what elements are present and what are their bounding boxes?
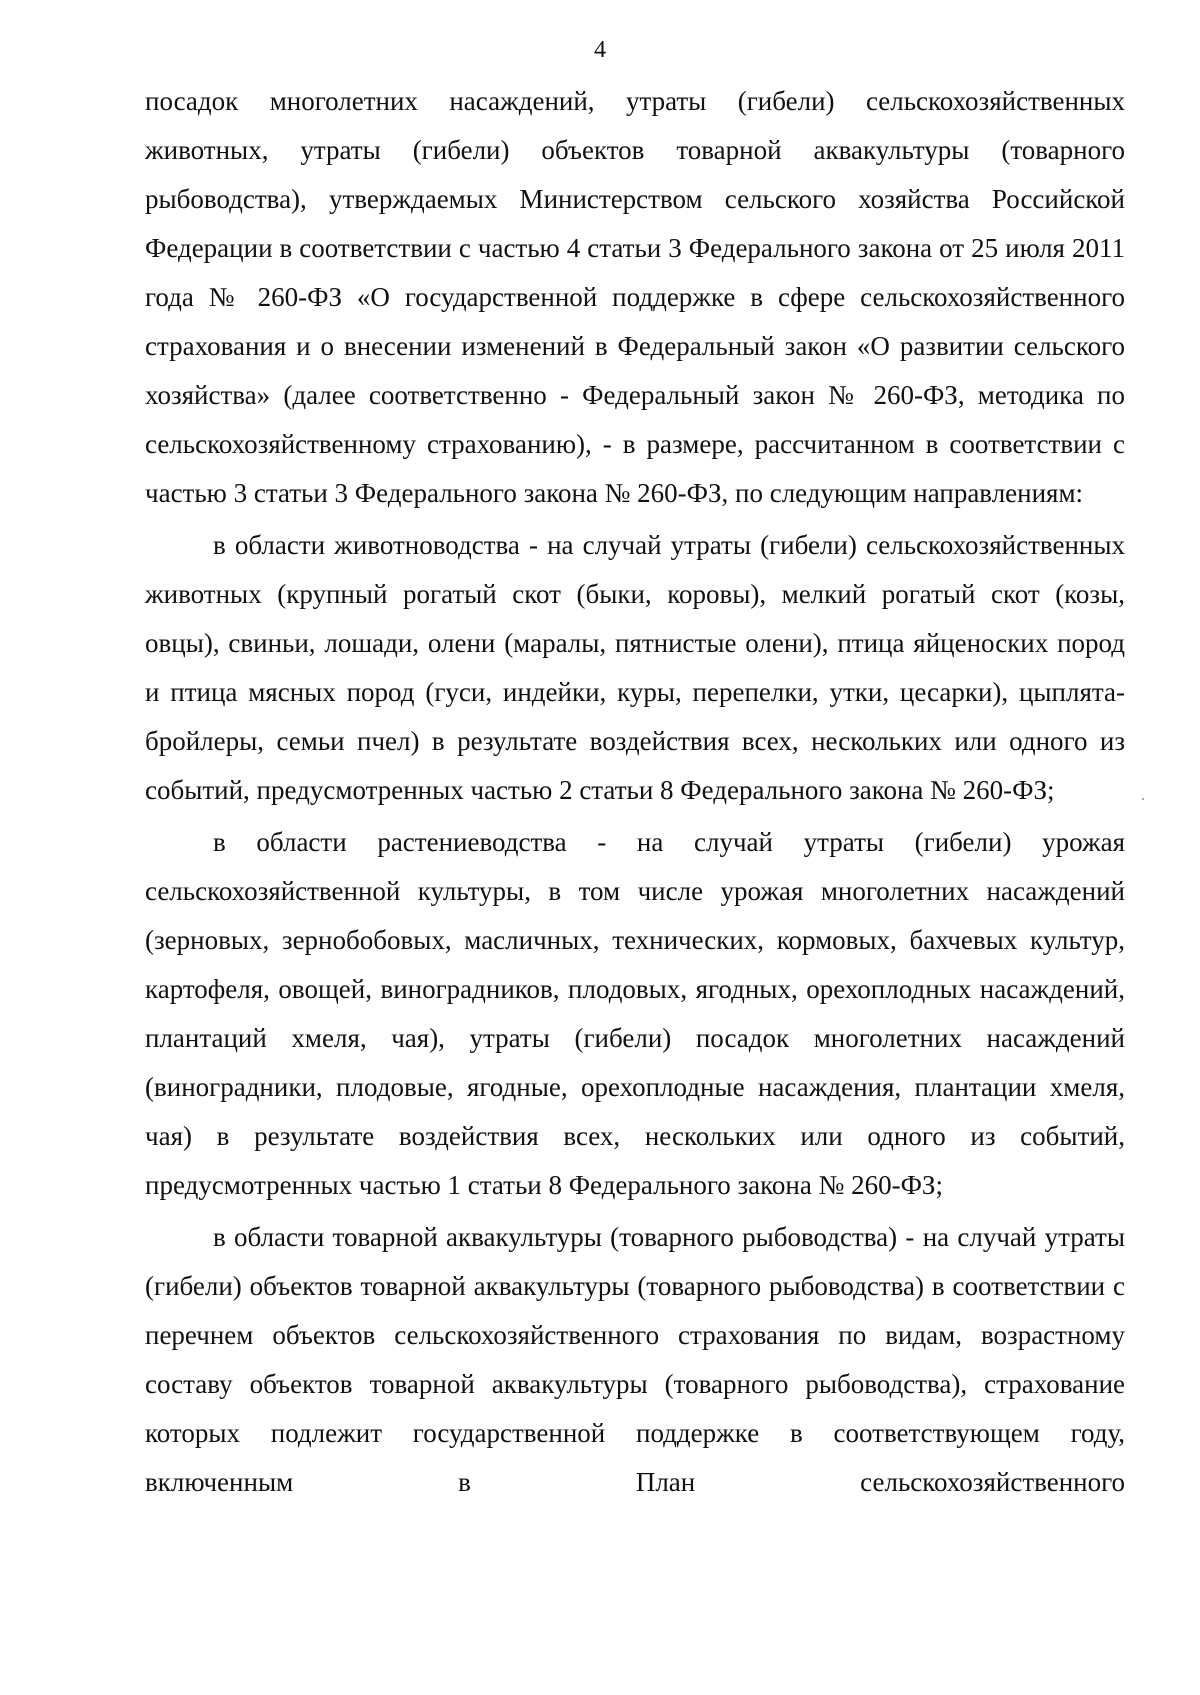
paragraph-continuation: посадок многолетних насаждений, утраты (гибели) сельскохозяйственных животных, утраты (гибели) объектов товарной аквакультуры (товарного рыбоводства), утверждаемых Министерством сельского хозяйства Российской Федерации в соответствии с частью 4 статьи 3 Федерального закона от 25 июля 2011 года № 260-ФЗ «О государственной поддержке в сфере сельскохозяйственного страхования и о внесении изменений в Федеральный закон «О развитии сельского хозяйства» (далее соответственно - Федеральный закон № 260-ФЗ, методика по сельскохозяйственному страхованию), - в размере, рассчитанном в соответствии с частью 3 статьи 3 Федерального закона № 260-ФЗ, по следующим направлениям: — [145, 86, 1125, 508]
document-body — [145, 77, 1125, 1510]
scan-artifact-dot — [1142, 798, 1144, 800]
paragraph-crop-production: в области растениеводства - на случай утраты (гибели) урожая сельскохозяйственной культуры, в том числе урожая многолетних насаждений (зерновых, зернобобовых, масличных, технических, кормовых, бахчевых культур, картофеля, овощей, виноградников, плодовых, ягодных, орехоплодных насаждений, плантаций хмеля, чая), утраты (гибели) посадок многолетних насаждений (виноградники, плодовые, ягодные, орехоплодные насаждения, плантации хмеля, чая) в результате воздействия всех, нескольких или одного из событий, предусмотренных частью 1 статьи 8 Федерального закона № 260-ФЗ; — [145, 827, 1125, 1200]
page-number: 4 — [594, 37, 606, 63]
paragraph-aquaculture: в области товарной аквакультуры (товарного рыбоводства) - на случай утраты (гибели) объектов товарной аквакультуры (товарного рыбоводства) в соответствии с перечнем объектов сельскохозяйственного страхования по видам, возрастному составу объектов товарной аквакультуры (товарного рыбоводства), страхование которых подлежит государственной поддержке в соответствующем году, включенным в План сельскохозяйственного — [145, 1222, 1125, 1497]
paragraph-livestock: в области животноводства - на случай утраты (гибели) сельскохозяйственных животных (крупный рогатый скот (быки, коровы), мелкий рогатый скот (козы, овцы), свиньи, лошади, олени (маралы, пятнистые олени), птица яйценоских пород и птица мясных пород (гуси, индейки, куры, перепелки, утки, цесарки), цыплята-бройлеры, семьи пчел) в результате воздействия всех, нескольких или одного из событий, предусмотренных частью 2 статьи 8 Федерального закона № 260-ФЗ; — [145, 530, 1125, 805]
